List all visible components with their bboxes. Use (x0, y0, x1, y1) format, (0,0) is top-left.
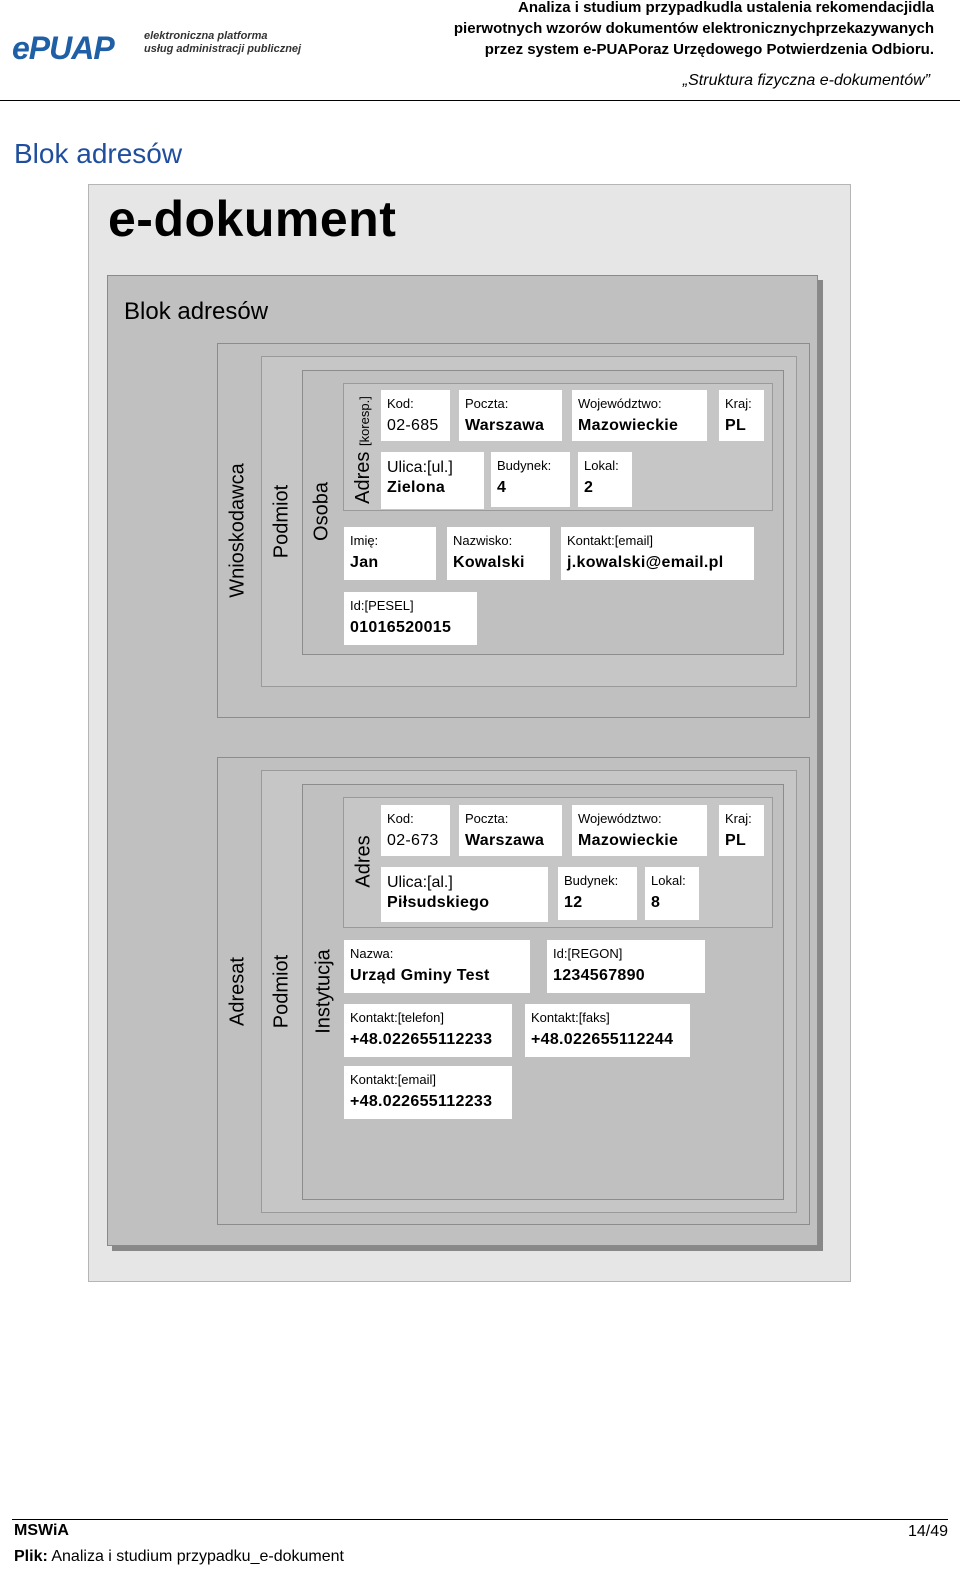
footer-file (14, 1548, 344, 1566)
w-lokal-field (578, 452, 632, 507)
header-title-line3: przez system e-PUAPoraz Urzędowego Potwierdzenia Odbioru. (484, 41, 934, 58)
a-regon-label: Id:[REGON] (553, 946, 623, 961)
doc-title: e-dokument (108, 191, 397, 247)
block-title: Blok adresów (124, 298, 269, 325)
w-kraj-label: Kraj: (725, 396, 752, 411)
a-woj-value: Mazowieckie (578, 832, 679, 849)
a-email-value: +48.022655112233 (350, 1093, 493, 1110)
header-divider (0, 100, 960, 101)
adresat-podmiot-label: Podmiot (270, 954, 293, 1029)
w-budynek-value: 4 (497, 479, 507, 496)
a-poczta-label: Poczta: (465, 811, 509, 826)
w-budynek-label: Budynek: (497, 458, 552, 473)
w-kraj-value: PL (725, 417, 747, 434)
header-subtitle: „Struktura fizyczna e-dokumentów” (682, 72, 930, 89)
a-ulica-field (381, 867, 548, 922)
header-title-line1: Analiza i studium przypadkudla ustalenia rekomendacjidla (518, 0, 934, 16)
logo-text-line1: elektroniczna platforma (144, 30, 268, 42)
a-kod-label: Kod: (387, 811, 414, 826)
a-lokal-field (645, 867, 699, 920)
a-budynek-value: 12 (564, 894, 583, 911)
a-kraj-label: Kraj: (725, 811, 752, 826)
footer-file-label: Plik: (14, 1548, 48, 1565)
w-imie-label: Imię: (350, 533, 379, 548)
a-poczta-field (459, 805, 562, 856)
w-ulica-value: Zielona (387, 479, 446, 496)
w-id-field (344, 592, 477, 645)
wnioskodawca-adres-text: Adres (352, 451, 374, 504)
footer-page-number: 14/49 (907, 1523, 948, 1540)
w-woj-field (572, 390, 707, 441)
a-email-field (344, 1066, 512, 1119)
a-nazwa-field (344, 940, 530, 993)
adresat-label: Adresat (226, 957, 249, 1026)
w-kod-value: 02-685 (387, 417, 439, 434)
a-lokal-value: 8 (651, 894, 661, 911)
a-budynek-field (558, 867, 637, 920)
w-lokal-label: Lokal: (584, 458, 619, 473)
w-lokal-value: 2 (584, 479, 594, 496)
header-title-line2: pierwotnych wzorów dokumentów elektronicznychprzekazywanych (453, 20, 934, 37)
a-ulica-label: Ulica:[al.] (387, 874, 453, 891)
a-faks-value: +48.022655112244 (531, 1031, 674, 1048)
a-lokal-label: Lokal: (651, 873, 686, 888)
w-nazwisko-value: Kowalski (453, 554, 525, 571)
w-kontakt-value: j.kowalski@email.pl (567, 554, 724, 571)
w-id-value: 01016520015 (350, 619, 452, 636)
w-woj-value: Mazowieckie (578, 417, 679, 434)
a-tel-field (344, 1004, 512, 1057)
a-budynek-label: Budynek: (564, 873, 619, 888)
a-nazwa-label: Nazwa: (350, 946, 394, 961)
logo-mark: ePUAP (12, 30, 114, 66)
w-kontakt-field (561, 527, 754, 580)
w-poczta-field (459, 390, 562, 441)
osoba-label: Osoba (310, 482, 333, 541)
w-imie-field (344, 527, 436, 580)
a-tel-value: +48.022655112233 (350, 1031, 493, 1048)
a-ulica-value: Piłsudskiego (387, 894, 490, 911)
a-faks-label: Kontakt:[faks] (531, 1010, 610, 1025)
footer-file-name: Analiza i studium przypadku_e-dokument (51, 1548, 344, 1565)
a-poczta-value: Warszawa (465, 832, 545, 849)
w-nazwisko-label: Nazwisko: (453, 533, 513, 548)
wnioskodawca-label: Wnioskodawca (226, 463, 249, 598)
w-poczta-value: Warszawa (465, 417, 545, 434)
a-regon-field (547, 940, 705, 993)
footer-org: MSWiA (14, 1522, 69, 1539)
a-kraj-field (719, 805, 764, 856)
wnioskodawca-podmiot-label: Podmiot (270, 484, 293, 559)
w-woj-label: Województwo: (578, 396, 662, 411)
a-woj-label: Województwo: (578, 811, 662, 826)
w-kraj-field (719, 390, 764, 441)
w-kod-label: Kod: (387, 396, 414, 411)
logo-text-line2: usług administracji publicznej (144, 43, 302, 55)
a-woj-field (572, 805, 707, 856)
logo-text (144, 30, 301, 56)
wnioskodawca-adres-sub: [koresp.] (357, 396, 372, 447)
w-nazwisko-field (447, 527, 550, 580)
a-kod-value: 02-673 (387, 832, 439, 849)
a-nazwa-value: Urząd Gminy Test (350, 967, 490, 984)
footer-divider (12, 1519, 948, 1520)
a-tel-label: Kontakt:[telefon] (350, 1010, 444, 1025)
epuap-logo (12, 28, 312, 66)
w-id-label: Id:[PESEL] (350, 598, 414, 613)
a-kod-field (381, 805, 450, 856)
w-poczta-label: Poczta: (465, 396, 509, 411)
a-regon-value: 1234567890 (553, 967, 645, 984)
adresat-adres-label: Adres (352, 835, 375, 888)
w-imie-value: Jan (350, 554, 379, 571)
a-email-label: Kontakt:[email] (350, 1072, 436, 1087)
w-kod-field (381, 390, 450, 441)
wnioskodawca-adres-label (352, 390, 376, 510)
w-budynek-field (491, 452, 570, 507)
a-faks-field (525, 1004, 690, 1057)
a-kraj-value: PL (725, 832, 747, 849)
w-ulica-label: Ulica:[ul.] (387, 459, 453, 476)
w-kontakt-label: Kontakt:[email] (567, 533, 653, 548)
section-title: Blok adresów (14, 138, 183, 169)
w-ulica-field (381, 452, 484, 509)
instytucja-label: Instytucja (312, 949, 335, 1034)
